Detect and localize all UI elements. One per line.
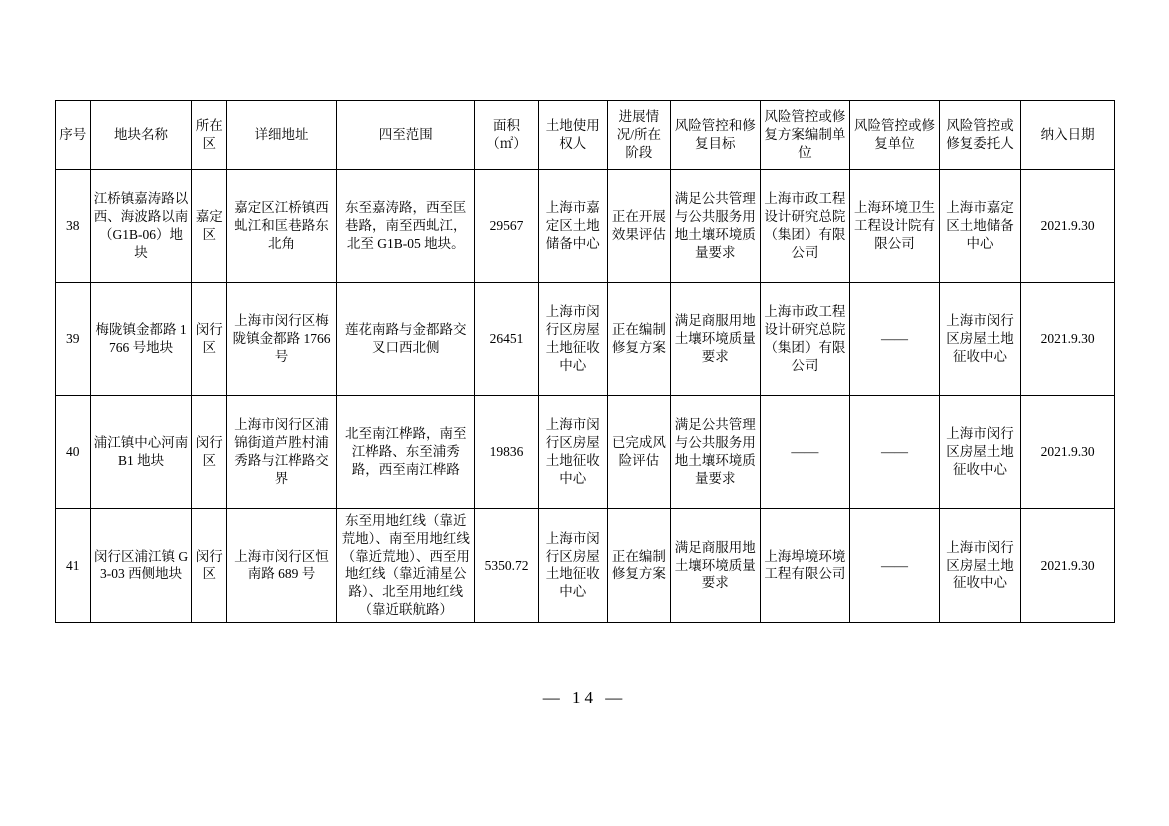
- land-parcel-table: [55, 100, 1115, 623]
- header-stage: 进展情况/所在阶段: [607, 101, 670, 170]
- cell-area: 19836: [475, 396, 538, 509]
- table-row: [56, 170, 1115, 283]
- cell-plan-unit: 上海埠境环境工程有限公司: [760, 509, 850, 623]
- header-date: 纳入日期: [1021, 101, 1115, 170]
- cell-goal: 满足公共管理与公共服务用地土壤环境质量要求: [670, 396, 760, 509]
- cell-entruster: 上海市闵行区房屋土地征收中心: [939, 396, 1020, 509]
- cell-range: 东至嘉涛路，西至匡巷路，南至西虬江，北至 G1B-05 地块。: [337, 170, 475, 283]
- cell-district: 嘉定区: [192, 170, 227, 283]
- cell-stage: 正在编制修复方案: [607, 283, 670, 396]
- cell-parcel-name: 闵行区浦江镇 G3-03 西侧地块: [90, 509, 192, 623]
- cell-district: 闵行区: [192, 396, 227, 509]
- cell-address: 上海市闵行区梅陇镇金都路 1766 号: [227, 283, 337, 396]
- cell-land-user: 上海市嘉定区土地储备中心: [538, 170, 607, 283]
- cell-district: 闵行区: [192, 283, 227, 396]
- header-entruster: 风险管控或修复委托人: [939, 101, 1020, 170]
- cell-parcel-name: 梅陇镇金都路 1766 号地块: [90, 283, 192, 396]
- header-range: 四至范围: [337, 101, 475, 170]
- header-district: 所在区: [192, 101, 227, 170]
- cell-parcel-name: 江桥镇嘉涛路以西、海波路以南（G1B-06）地块: [90, 170, 192, 283]
- table-body: [56, 170, 1115, 623]
- cell-seq: 40: [56, 396, 91, 509]
- cell-stage: 正在编制修复方案: [607, 509, 670, 623]
- header-goal: 风险管控和修复目标: [670, 101, 760, 170]
- cell-stage: 已完成风险评估: [607, 396, 670, 509]
- cell-range: 东至用地红线（靠近荒地）、南至用地红线（靠近荒地）、西至用地红线（靠近浦星公路）、北至用地红线（靠近联航路）: [337, 509, 475, 623]
- header-seq: 序号: [56, 101, 91, 170]
- header-plan-unit: 风险管控或修复方案编制单位: [760, 101, 850, 170]
- cell-repair-unit: ——: [850, 509, 940, 623]
- cell-plan-unit: ——: [760, 396, 850, 509]
- cell-seq: 39: [56, 283, 91, 396]
- cell-repair-unit: 上海环境卫生工程设计院有限公司: [850, 170, 940, 283]
- header-area: 面积（㎡）: [475, 101, 538, 170]
- cell-range: 莲花南路与金都路交叉口西北侧: [337, 283, 475, 396]
- header-repair-unit: 风险管控或修复单位: [850, 101, 940, 170]
- table-row: [56, 509, 1115, 623]
- table-row: [56, 396, 1115, 509]
- cell-area: 5350.72: [475, 509, 538, 623]
- page-number: — 14 —: [542, 688, 627, 707]
- cell-entruster: 上海市嘉定区土地储备中心: [939, 170, 1020, 283]
- cell-repair-unit: ——: [850, 396, 940, 509]
- cell-date: 2021.9.30: [1021, 170, 1115, 283]
- header-parcel-name: 地块名称: [90, 101, 192, 170]
- cell-range: 北至南江桦路，南至江桦路、东至浦秀路，西至南江桦路: [337, 396, 475, 509]
- cell-address: 嘉定区江桥镇西虬江和匡巷路东北角: [227, 170, 337, 283]
- cell-seq: 41: [56, 509, 91, 623]
- cell-entruster: 上海市闵行区房屋土地征收中心: [939, 283, 1020, 396]
- table-header-row: [56, 101, 1115, 170]
- cell-goal: 满足商服用地土壤环境质量要求: [670, 509, 760, 623]
- cell-seq: 38: [56, 170, 91, 283]
- cell-land-user: 上海市闵行区房屋土地征收中心: [538, 283, 607, 396]
- cell-district: 闵行区: [192, 509, 227, 623]
- cell-entruster: 上海市闵行区房屋土地征收中心: [939, 509, 1020, 623]
- cell-repair-unit: ——: [850, 283, 940, 396]
- cell-area: 29567: [475, 170, 538, 283]
- table-row: [56, 283, 1115, 396]
- cell-date: 2021.9.30: [1021, 283, 1115, 396]
- header-address: 详细地址: [227, 101, 337, 170]
- cell-plan-unit: 上海市政工程设计研究总院（集团）有限公司: [760, 283, 850, 396]
- cell-address: 上海市闵行区恒南路 689 号: [227, 509, 337, 623]
- cell-land-user: 上海市闵行区房屋土地征收中心: [538, 396, 607, 509]
- cell-goal: 满足公共管理与公共服务用地土壤环境质量要求: [670, 170, 760, 283]
- header-land-user: 土地使用权人: [538, 101, 607, 170]
- cell-goal: 满足商服用地土壤环境质量要求: [670, 283, 760, 396]
- cell-land-user: 上海市闵行区房屋土地征收中心: [538, 509, 607, 623]
- cell-address: 上海市闵行区浦锦街道芦胜村浦秀路与江桦路交界: [227, 396, 337, 509]
- cell-date: 2021.9.30: [1021, 396, 1115, 509]
- cell-plan-unit: 上海市政工程设计研究总院（集团）有限公司: [760, 170, 850, 283]
- cell-parcel-name: 浦江镇中心河南 B1 地块: [90, 396, 192, 509]
- land-parcel-table-container: [55, 100, 1115, 623]
- cell-area: 26451: [475, 283, 538, 396]
- cell-stage: 正在开展效果评估: [607, 170, 670, 283]
- cell-date: 2021.9.30: [1021, 509, 1115, 623]
